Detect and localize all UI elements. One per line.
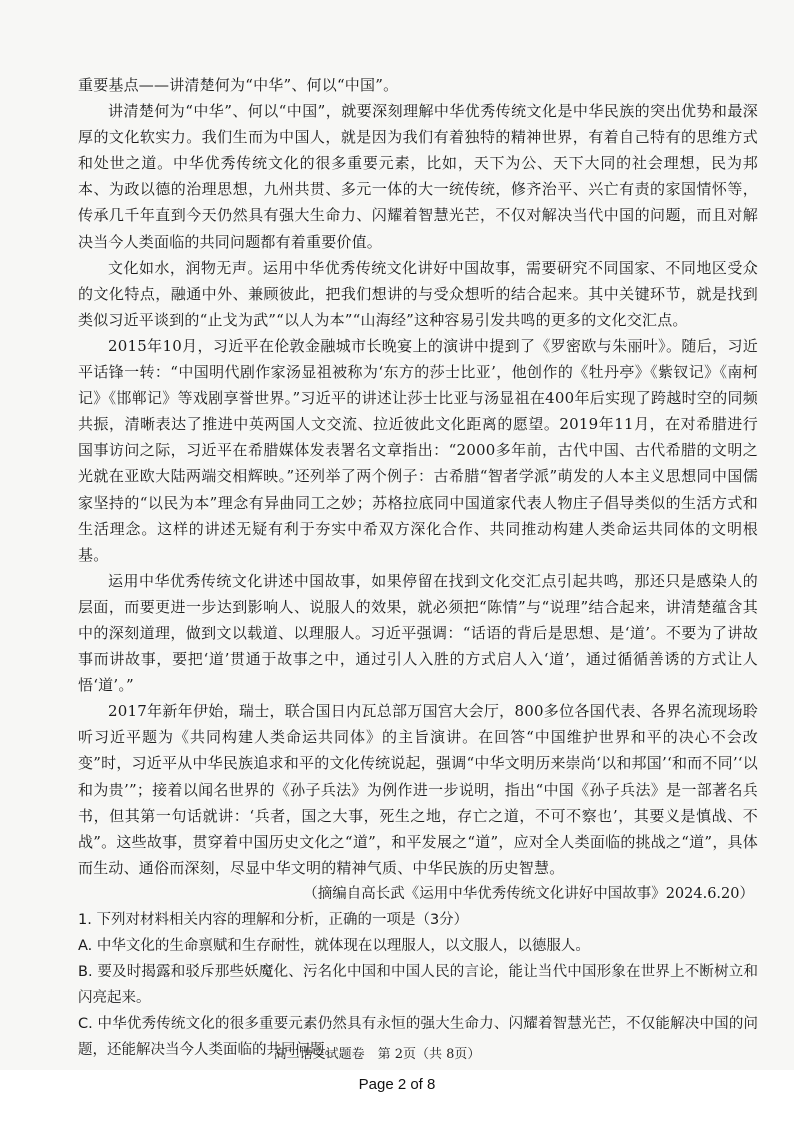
article-body — [78, 72, 758, 1063]
paragraph-5: 运用中华优秀传统文化讲述中国故事，如果停留在找到文化交汇点引起共鸣，那还只是感染人的层面，而要更进一步达到影响人、说服人的效果，就必须把“陈情”与“说理”结合起来，讲清楚蕴含其中的深刻道理，做到文以载道、以理服人。习近平强调：“话语的背后是思想、是‘道’。不要为了讲故事而讲故事，要把‘道’贯通于故事之中，通过引人入胜的方式启人入‘道’，通过循循善诱的方式让人悟‘道’。” — [78, 571, 758, 695]
paragraph-2: 讲清楚何为“中华”、何以“中国”，就要深刻理解中华优秀传统文化是中华民族的突出优势和最深厚的文化软实力。我们生而为中国人，就是因为我们有着独特的精神世界，有着自己特有的思维方式和处世之道。中华优秀传统文化的很多重要元素，比如，天下为公、天下大同的社会理想，民为邦本、为政以德的治理思想，九州共贯、多元一体的大一统传统，修齐治平、兴亡有责的家国情怀等，传承几千年直到今天仍然具有强大生命力、闪耀着智慧光芒，不仅对解决当代中国的问题，而且对解决当今人类面临的共同问题都有着重要价值。 — [78, 102, 758, 251]
paragraph-1: 重要基点——讲清楚何为“中华”、何以“中国”。 — [78, 76, 399, 94]
paragraph-4: 2015年10月，习近平在伦敦金融城市长晚宴上的演讲中提到了《罗密欧与朱丽叶》。随后，习近平话锋一转：“中国明代剧作家汤显祖被称为‘东方的莎士比亚’，他创作的《牡丹亭》《紫钗记》《南柯记》《邯郸记》等戏剧享誉世界。”习近平的讲述让莎士比亚与汤显祖在400年后实现了跨越时空的同频共振，清晰表达了推进中英两国人文交流、拉近彼此文化距离的愿望。2019年11月，在对希腊进行国事访问之际，习近平在希腊媒体发表署名文章指出：“2000多年前，古代中国、古代希腊的文明之光就在亚欧大陆两端交相辉映。”还列举了两个例子：古希腊“智者学派”萌发的人本主义思想同中国儒家坚持的“以民为本”理念有异曲同工之妙；苏格拉底同中国道家代表人物庄子倡导类似的生活方式和生活理念。这样的讲述无疑有利于夯实中希双方深化合作、共同推动构建人类命运共同体的文明根基。 — [78, 336, 758, 564]
page-footer — [0, 1043, 794, 1062]
source-citation: （摘编自高长武《运用中华优秀传统文化讲好中国故事》2024.6.20） — [303, 885, 754, 902]
option-a: A. 中华文化的生命禀赋和生存耐性，就体现在以理服人，以文服人，以德服人。 — [78, 937, 590, 954]
paragraph-3: 文化如水，润物无声。运用中华优秀传统文化讲好中国故事，需要研究不同国家、不同地区受众的文化特点，融通中外、兼顾彼此，把我们想讲的与受众想听的结合起来。其中关键环节，就是找到类似习近平谈到的“止戈为武”“以人为本”“山海经”这种容易引发共鸣的更多的文化交汇点。 — [78, 258, 758, 329]
footer-text: 高二语文试题卷 第 2页（共 8页） — [273, 1047, 481, 1062]
page-indicator: Page 2 of 8 — [358, 1076, 436, 1093]
option-b: B. 要及时揭露和驳斥那些妖魔化、污名化中国和中国人民的言论，能让当代中国形象在世界上不断树立和闪亮起来。 — [78, 963, 758, 1006]
question-1 — [78, 907, 758, 1063]
paragraph-6: 2017年新年伊始，瑞士，联合国日内瓦总部万国宫大会厅，800多位各国代表、各界名流现场聆听习近平题为《共同构建人类命运共同体》的主旨演讲。在回答“中国维护世界和平的决心不会改变”时，习近平从中华民族追求和平的文化传统说起，强调“中华文明历来崇尚‘以和邦国’‘和而不同’‘以和为贵’”；接着以闻名世界的《孙子兵法》为例作进一步说明，指出“中国《孙子兵法》是一部著名兵书，但其第一句话就讲：‘兵者，国之大事，死生之地，存亡之道，不可不察也’，其要义是慎战、不战”。这些故事，贯穿着中国历史文化之“道”，和平发展之“道”，应对全人类面临的挑战之“道”，具体而生动、通俗而深刻，尽显中华文明的精神气质、中华民族的历史智慧。 — [78, 702, 758, 877]
option-c: C. 中华优秀传统文化的很多重要元素仍然具有永恒的强大生命力、闪耀着智慧光芒，不仅能解决中国的问题，还能解决当今人类面临的共同问题。 — [78, 1015, 758, 1058]
question-stem: 1. 下列对材料相关内容的理解和分析，正确的一项是（3分） — [78, 911, 469, 928]
